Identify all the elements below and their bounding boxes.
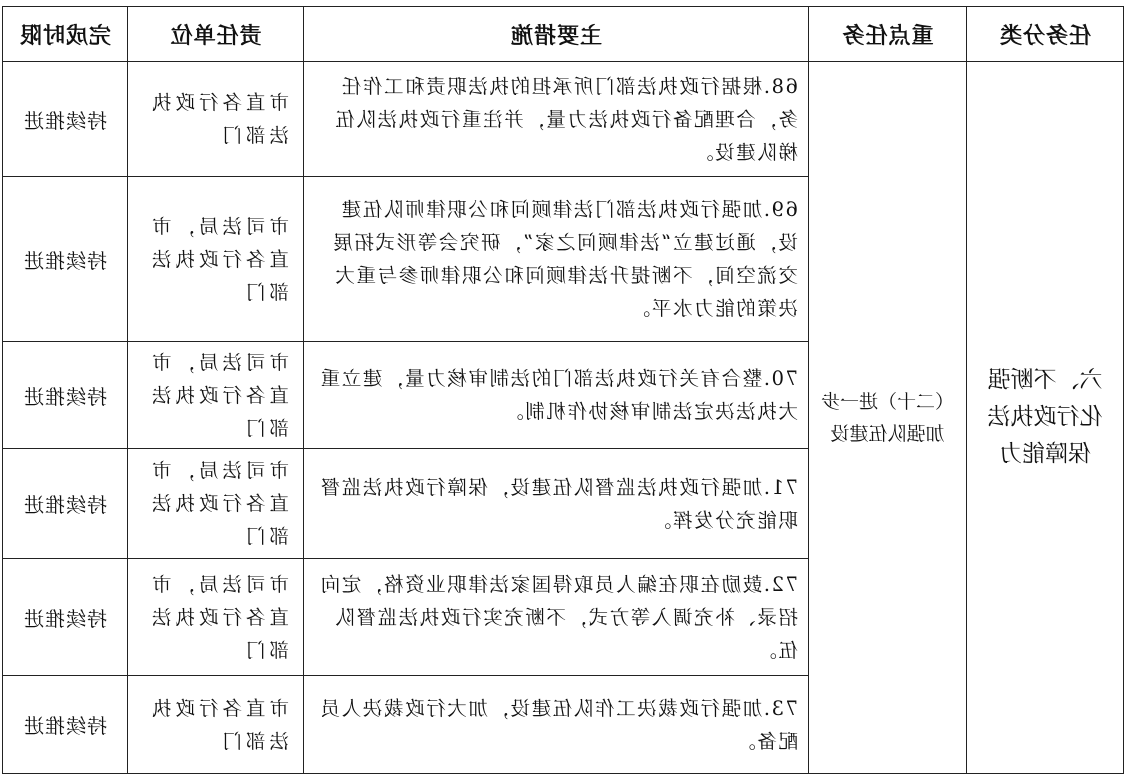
header-main-measures: 主要措施 — [304, 7, 809, 62]
deadline-cell: 持续推进 — [3, 449, 128, 559]
header-task-category: 任务分类 — [967, 7, 1124, 62]
header-responsible-unit: 责任单位 — [128, 7, 304, 62]
task-table — [2, 6, 1124, 774]
measure-cell: 70.整合有关行政执法部门的法制审核力量，建立重大执法决定法制审核协作机制。 — [304, 342, 809, 449]
responsible-unit-cell: 市司法局，市直各行政执法部门 — [128, 342, 304, 449]
responsible-unit-cell: 市司法局，市直各行政执法部门 — [128, 177, 304, 342]
deadline-cell: 持续推进 — [3, 177, 128, 342]
measure-cell: 71.加强行政执法监督队伍建设，保障行政执法监督职能充分发挥。 — [304, 449, 809, 559]
key-task-cell: （二十）进一步加强队伍建设 — [809, 62, 967, 774]
header-key-task: 重点任务 — [809, 7, 967, 62]
responsible-unit-cell: 市司法局，市直各行政执法部门 — [128, 559, 304, 676]
measure-cell: 72.鼓励在职在编人员取得国家法律职业资格，定向招录、补充调入等方式，不断充实行政执法监督队伍。 — [304, 559, 809, 676]
responsible-unit-cell: 市直各行政执法部门 — [128, 676, 304, 774]
responsible-unit-cell: 市司法局，市直各行政执法部门 — [128, 449, 304, 559]
task-category-cell: 六、不断强化行政执法保障能力 — [967, 62, 1124, 774]
responsible-unit-cell: 市直各行政执法部门 — [128, 62, 304, 177]
measure-cell: 73.加强行政裁决工作队伍建设，加大行政裁决人员配备。 — [304, 676, 809, 774]
deadline-cell: 持续推进 — [3, 676, 128, 774]
deadline-cell: 持续推进 — [3, 559, 128, 676]
table-row — [3, 62, 1124, 177]
deadline-cell: 持续推进 — [3, 342, 128, 449]
header-row — [3, 7, 1124, 62]
header-deadline: 完成时限 — [3, 7, 128, 62]
measure-cell: 69.加强行政执法部门法律顾问和公职律师队伍建设，通过建立“法律顾问之家”，研究会等形式拓展交流空间，不断提升法律顾问和公职律师参与重大决策的能力水平。 — [304, 177, 809, 342]
measure-cell: 68.根据行政执法部门所承担的执法职责和工作任务，合理配备行政执法力量，并注重行政执法队伍梯队建设。 — [304, 62, 809, 177]
deadline-cell: 持续推进 — [3, 62, 128, 177]
